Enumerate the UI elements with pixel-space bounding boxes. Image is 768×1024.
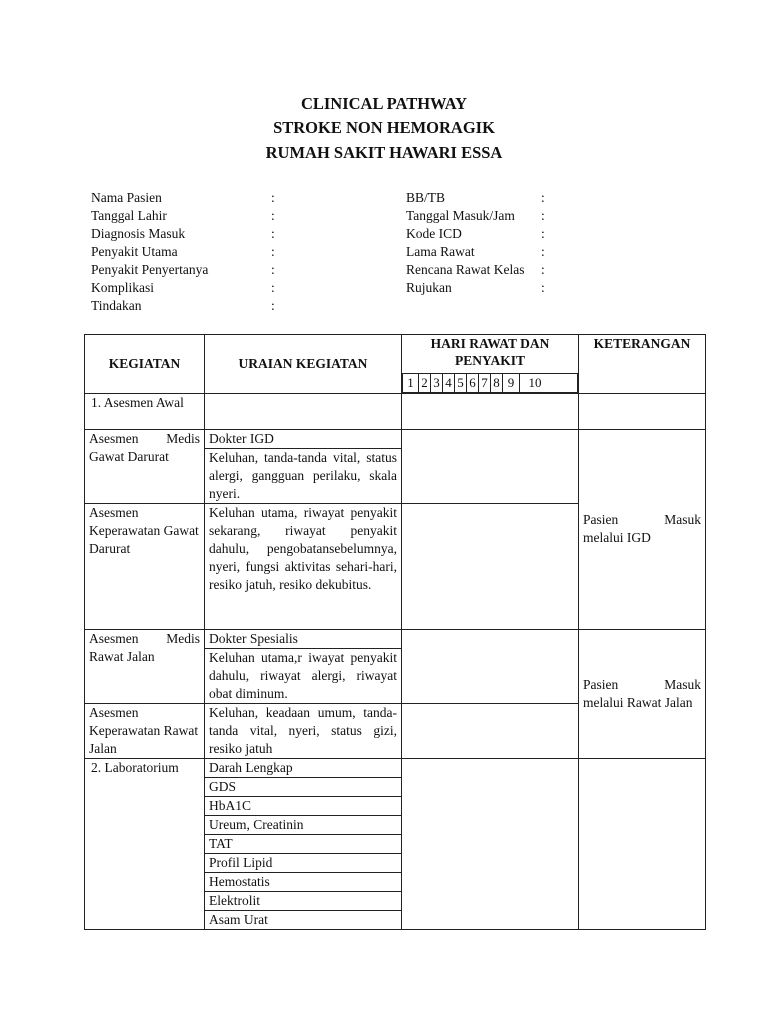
day-cell (402, 703, 579, 758)
uraian-cell: Dokter IGD (205, 429, 402, 448)
document-subtitle: STROKE NON HEMORAGIK (273, 118, 495, 137)
field-colon: : (541, 262, 545, 277)
keterangan-rawat-jalan: Pasien Masuk melalui Rawat Jalan (579, 629, 706, 758)
document-title: CLINICAL PATHWAY (300, 94, 468, 113)
asesmen-medis-rawat-jalan: Asesmen Medis Rawat Jalan (85, 629, 205, 703)
empty-cell (205, 393, 402, 429)
day-number: 3 (431, 374, 443, 392)
lab-item: TAT (205, 834, 402, 853)
field-label: Komplikasi (91, 280, 154, 295)
field-label: BB/TB (406, 190, 446, 205)
day-columns (402, 373, 578, 393)
lab-item: Profil Lipid (205, 853, 402, 872)
header-kegiatan: KEGIATAN (85, 335, 205, 394)
field-colon: : (271, 280, 275, 295)
section-laboratorium: 2. Laboratorium (85, 758, 205, 929)
day-number: 5 (455, 374, 467, 392)
field-colon: : (271, 208, 275, 223)
day-cell (402, 629, 579, 703)
field-colon: : (541, 208, 545, 223)
lab-item: GDS (205, 777, 402, 796)
uraian-cell: Keluhan, keadaan umum, tanda-tanda vital, nyeri, status gizi, resiko jatuh (205, 703, 402, 758)
field-colon: : (271, 262, 275, 277)
field-colon: : (541, 244, 545, 259)
field-label: Penyakit Utama (91, 244, 178, 259)
day-number: 8 (491, 374, 503, 392)
keterangan-cell (579, 393, 706, 429)
day-number: 4 (443, 374, 455, 392)
lab-item: Asam Urat (205, 910, 402, 929)
asesmen-keperawatan-gawat-darurat: Asesmen Keperawatan Gawat Darurat (85, 503, 205, 629)
field-label: Tanggal Lahir (91, 208, 167, 223)
lab-item: Hemostatis (205, 872, 402, 891)
field-label: Lama Rawat (406, 244, 475, 259)
lab-item: HbA1C (205, 796, 402, 815)
day-cell (402, 758, 579, 929)
field-colon: : (271, 244, 275, 259)
header-hari-rawat: HARI RAWAT DAN PENYAKIT (402, 335, 579, 373)
uraian-cell: Keluhan utama,r iwayat penyakit dahulu, riwayat alergi, riwayat obat diminum. (205, 648, 402, 703)
keterangan-igd: Pasien Masuk melalui IGD (579, 429, 706, 629)
field-colon: : (541, 226, 545, 241)
day-cell (402, 429, 579, 503)
asesmen-medis-gawat-darurat: Asesmen Medis Gawat Darurat (85, 429, 205, 503)
day-number: 10 (528, 374, 542, 390)
field-label: Diagnosis Masuk (91, 226, 186, 241)
field-colon: : (271, 298, 275, 313)
day-number: 9 (503, 374, 520, 392)
field-colon: : (541, 190, 545, 205)
lab-item: Darah Lengkap (205, 758, 402, 777)
lab-item: Elektrolit (205, 891, 402, 910)
lab-item: Ureum, Creatinin (205, 815, 402, 834)
hospital-name: RUMAH SAKIT HAWARI ESSA (265, 143, 503, 162)
uraian-cell: Keluhan, tanda-tanda vital, status alergi, gangguan perilaku, skala nyeri. (205, 448, 402, 503)
header-keterangan: KETERANGAN (579, 335, 706, 394)
field-colon: : (271, 190, 275, 205)
day-cell (402, 393, 579, 429)
clinical-pathway-table (84, 334, 706, 930)
field-label: Tanggal Masuk/Jam (406, 208, 515, 223)
day-number: 7 (479, 374, 491, 392)
day-number: 6 (467, 374, 479, 392)
field-label: Tindakan (91, 298, 142, 313)
day-number: 1 (403, 374, 419, 392)
section-asesmen-awal: 1. Asesmen Awal (85, 393, 205, 429)
field-label: Kode ICD (406, 226, 462, 241)
header-uraian-kegiatan: URAIAN KEGIATAN (205, 335, 402, 394)
asesmen-keperawatan-rawat-jalan: Asesmen Keperawatan Rawat Jalan (85, 703, 205, 758)
field-label: Nama Pasien (91, 190, 162, 205)
keterangan-cell (579, 758, 706, 929)
field-label: Rujukan (406, 280, 452, 295)
field-label: Rencana Rawat Kelas (406, 262, 525, 277)
field-colon: : (541, 280, 545, 295)
day-number: 2 (419, 374, 431, 392)
uraian-cell: Keluhan utama, riwayat penyakit sekarang, riwayat penyakit dahulu, pengobatansebelumnya, nyeri, fungsi aktivitas sehari-hari, resiko jatuh, resiko dekubitus. (205, 503, 402, 629)
day-cell (402, 503, 579, 629)
uraian-cell: Dokter Spesialis (205, 629, 402, 648)
field-label: Penyakit Penyertanya (91, 262, 209, 277)
field-colon: : (271, 226, 275, 241)
